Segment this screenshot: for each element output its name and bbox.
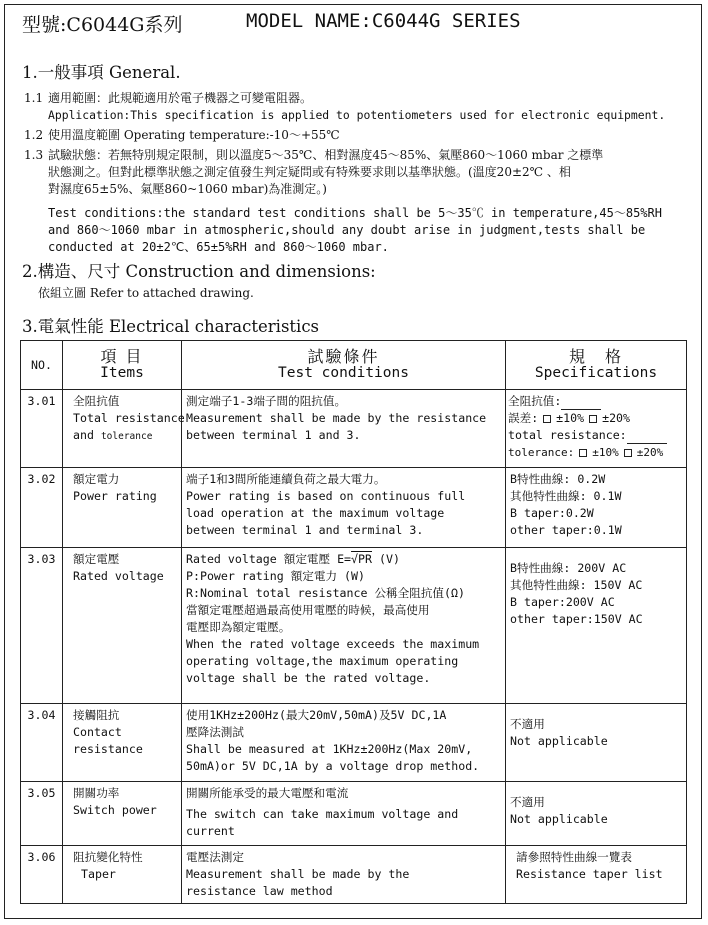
- title-chinese: 型號:C6044G系列: [22, 14, 183, 36]
- row-specification: 請參照特性曲線一覽表 Resistance taper list: [506, 846, 687, 904]
- row-test-conditions: 開關所能承受的最大電壓和電流 The switch can take maximum voltage and current: [182, 782, 506, 846]
- row-test-conditions: 端子1和3間所能連續負荷之最大電力。 Power rating is based on continuous full load operation at the maximum voltage between terminal 1 and terminal 3.: [182, 468, 506, 548]
- row-item: 阻抗變化特性 Taper: [63, 846, 182, 904]
- section-1-3-english-3: conducted at 20±2℃、65±5%RH and 860～1060 mbar.: [48, 240, 389, 254]
- section-general-heading: 1.一般事項 General.: [22, 63, 181, 82]
- row-number: 3.06: [21, 846, 63, 904]
- header-test-conditions: 試驗條件 Test conditions: [182, 341, 506, 390]
- header-specifications: 規 格 Specifications: [506, 341, 687, 390]
- section-1-3: 1.3 試驗狀態：若無特別規定限制，則以溫度5～35℃、相對濕度45～85%、氣壓860～1060 mbar 之標準: [24, 148, 604, 162]
- section-1-3-line-2: 狀態測之。但對此標準狀態之測定值發生判定疑問或有特殊要求則以基準狀態。(溫度20±2℃ 、相: [48, 165, 571, 179]
- section-construction-heading: 2.構造、尺寸 Construction and dimensions:: [22, 262, 376, 281]
- row-specification: B特性曲線: 200V AC 其他特性曲線: 150V AC B taper:200V AC other taper:150V AC: [506, 548, 687, 704]
- section-1-1: 1.1 適用範圍：此規範適用於電子機器之可變電阻器。: [24, 91, 313, 105]
- table-row: [21, 390, 687, 468]
- section-construction-text: 依組立圖 Refer to attached drawing.: [38, 286, 254, 300]
- row-number: 3.03: [21, 548, 63, 704]
- row-specification: 不適用 Not applicable: [506, 782, 687, 846]
- section-electrical-heading: 3.電氣性能 Electrical characteristics: [22, 317, 320, 336]
- table-row: [21, 704, 687, 782]
- row-item: 開關功率 Switch power: [63, 782, 182, 846]
- checkbox-20-percent: [589, 415, 597, 423]
- row-specification: 不適用 Not applicable: [506, 704, 687, 782]
- row-number: 3.05: [21, 782, 63, 846]
- section-1-3-english-1: Test conditions:the standard test conditions shall be 5～35℃ in temperature,45～85%RH: [48, 206, 662, 220]
- row-specification: B特性曲線: 0.2W 其他特性曲線: 0.1W B taper:0.2W other taper:0.1W: [506, 468, 687, 548]
- electrical-characteristics-table: [20, 340, 687, 904]
- table-row: [21, 468, 687, 548]
- row-test-conditions: 測定端子1-3端子間的阻抗值。 Measurement shall be made by the resistance between terminal 1 and 3.: [182, 390, 506, 468]
- section-1-1-english: Application:This specification is applied to potentiometers used for electronic equipment.: [48, 108, 666, 122]
- row-specification: 全阻抗值: 誤差: ±10% ±20% total resistance: tolerance: ±10% ±20%: [506, 390, 687, 468]
- checkbox-20-percent: [624, 449, 632, 457]
- row-test-conditions: Rated voltage 額定電壓 E=√PR (V) P:Power rating 額定電力 (W) R:Nominal total resistance 公稱全阻抗值(Ω) 當額定電壓超過最高使用電壓的時候，最高使用 電壓即為額定電壓。 When the rated voltage exceeds the maximum operating voltage,the maximum operating voltage shall be the rated voltage.: [182, 548, 506, 704]
- table-header-row: [21, 341, 687, 390]
- blank-field: [627, 431, 667, 444]
- section-1-3-english-2: and 860～1060 mbar in atmospheric,should any doubt arise in judgment,tests shall be: [48, 223, 646, 237]
- table-row: [21, 846, 687, 904]
- blank-field: [561, 397, 601, 410]
- table-row: [21, 782, 687, 846]
- row-number: 3.04: [21, 704, 63, 782]
- row-test-conditions: 使用1KHz±200Hz(最大20mV,50mA)及5V DC,1A 壓降法測試 Shall be measured at 1KHz±200Hz(Max 20mV, 50mA)or 5V DC,1A by a voltage drop method.: [182, 704, 506, 782]
- row-item: 全阻抗值 Total resistance and tolerance: [63, 390, 182, 468]
- title-english: MODEL NAME:C6044G SERIES: [246, 10, 521, 32]
- row-item: 接觸阻抗 Contact resistance: [63, 704, 182, 782]
- header-no: NO.: [21, 341, 63, 390]
- row-number: 3.02: [21, 468, 63, 548]
- header-items: 項 目 Items: [63, 341, 182, 390]
- square-root-formula: √PR: [351, 552, 372, 566]
- row-test-conditions: 電壓法測定 Measurement shall be made by the resistance law method: [182, 846, 506, 904]
- section-1-2: 1.2 使用溫度範圍 Operating temperature:-10～+55℃: [24, 128, 340, 142]
- table-row: [21, 548, 687, 704]
- row-item: 額定電力 Power rating: [63, 468, 182, 548]
- row-number: 3.01: [21, 390, 63, 468]
- checkbox-10-percent: [543, 415, 551, 423]
- row-item: 額定電壓 Rated voltage: [63, 548, 182, 704]
- section-1-3-line-3: 對濕度65±5%、氣壓860~1060 mbar)為准測定。): [48, 182, 327, 196]
- checkbox-10-percent: [579, 449, 587, 457]
